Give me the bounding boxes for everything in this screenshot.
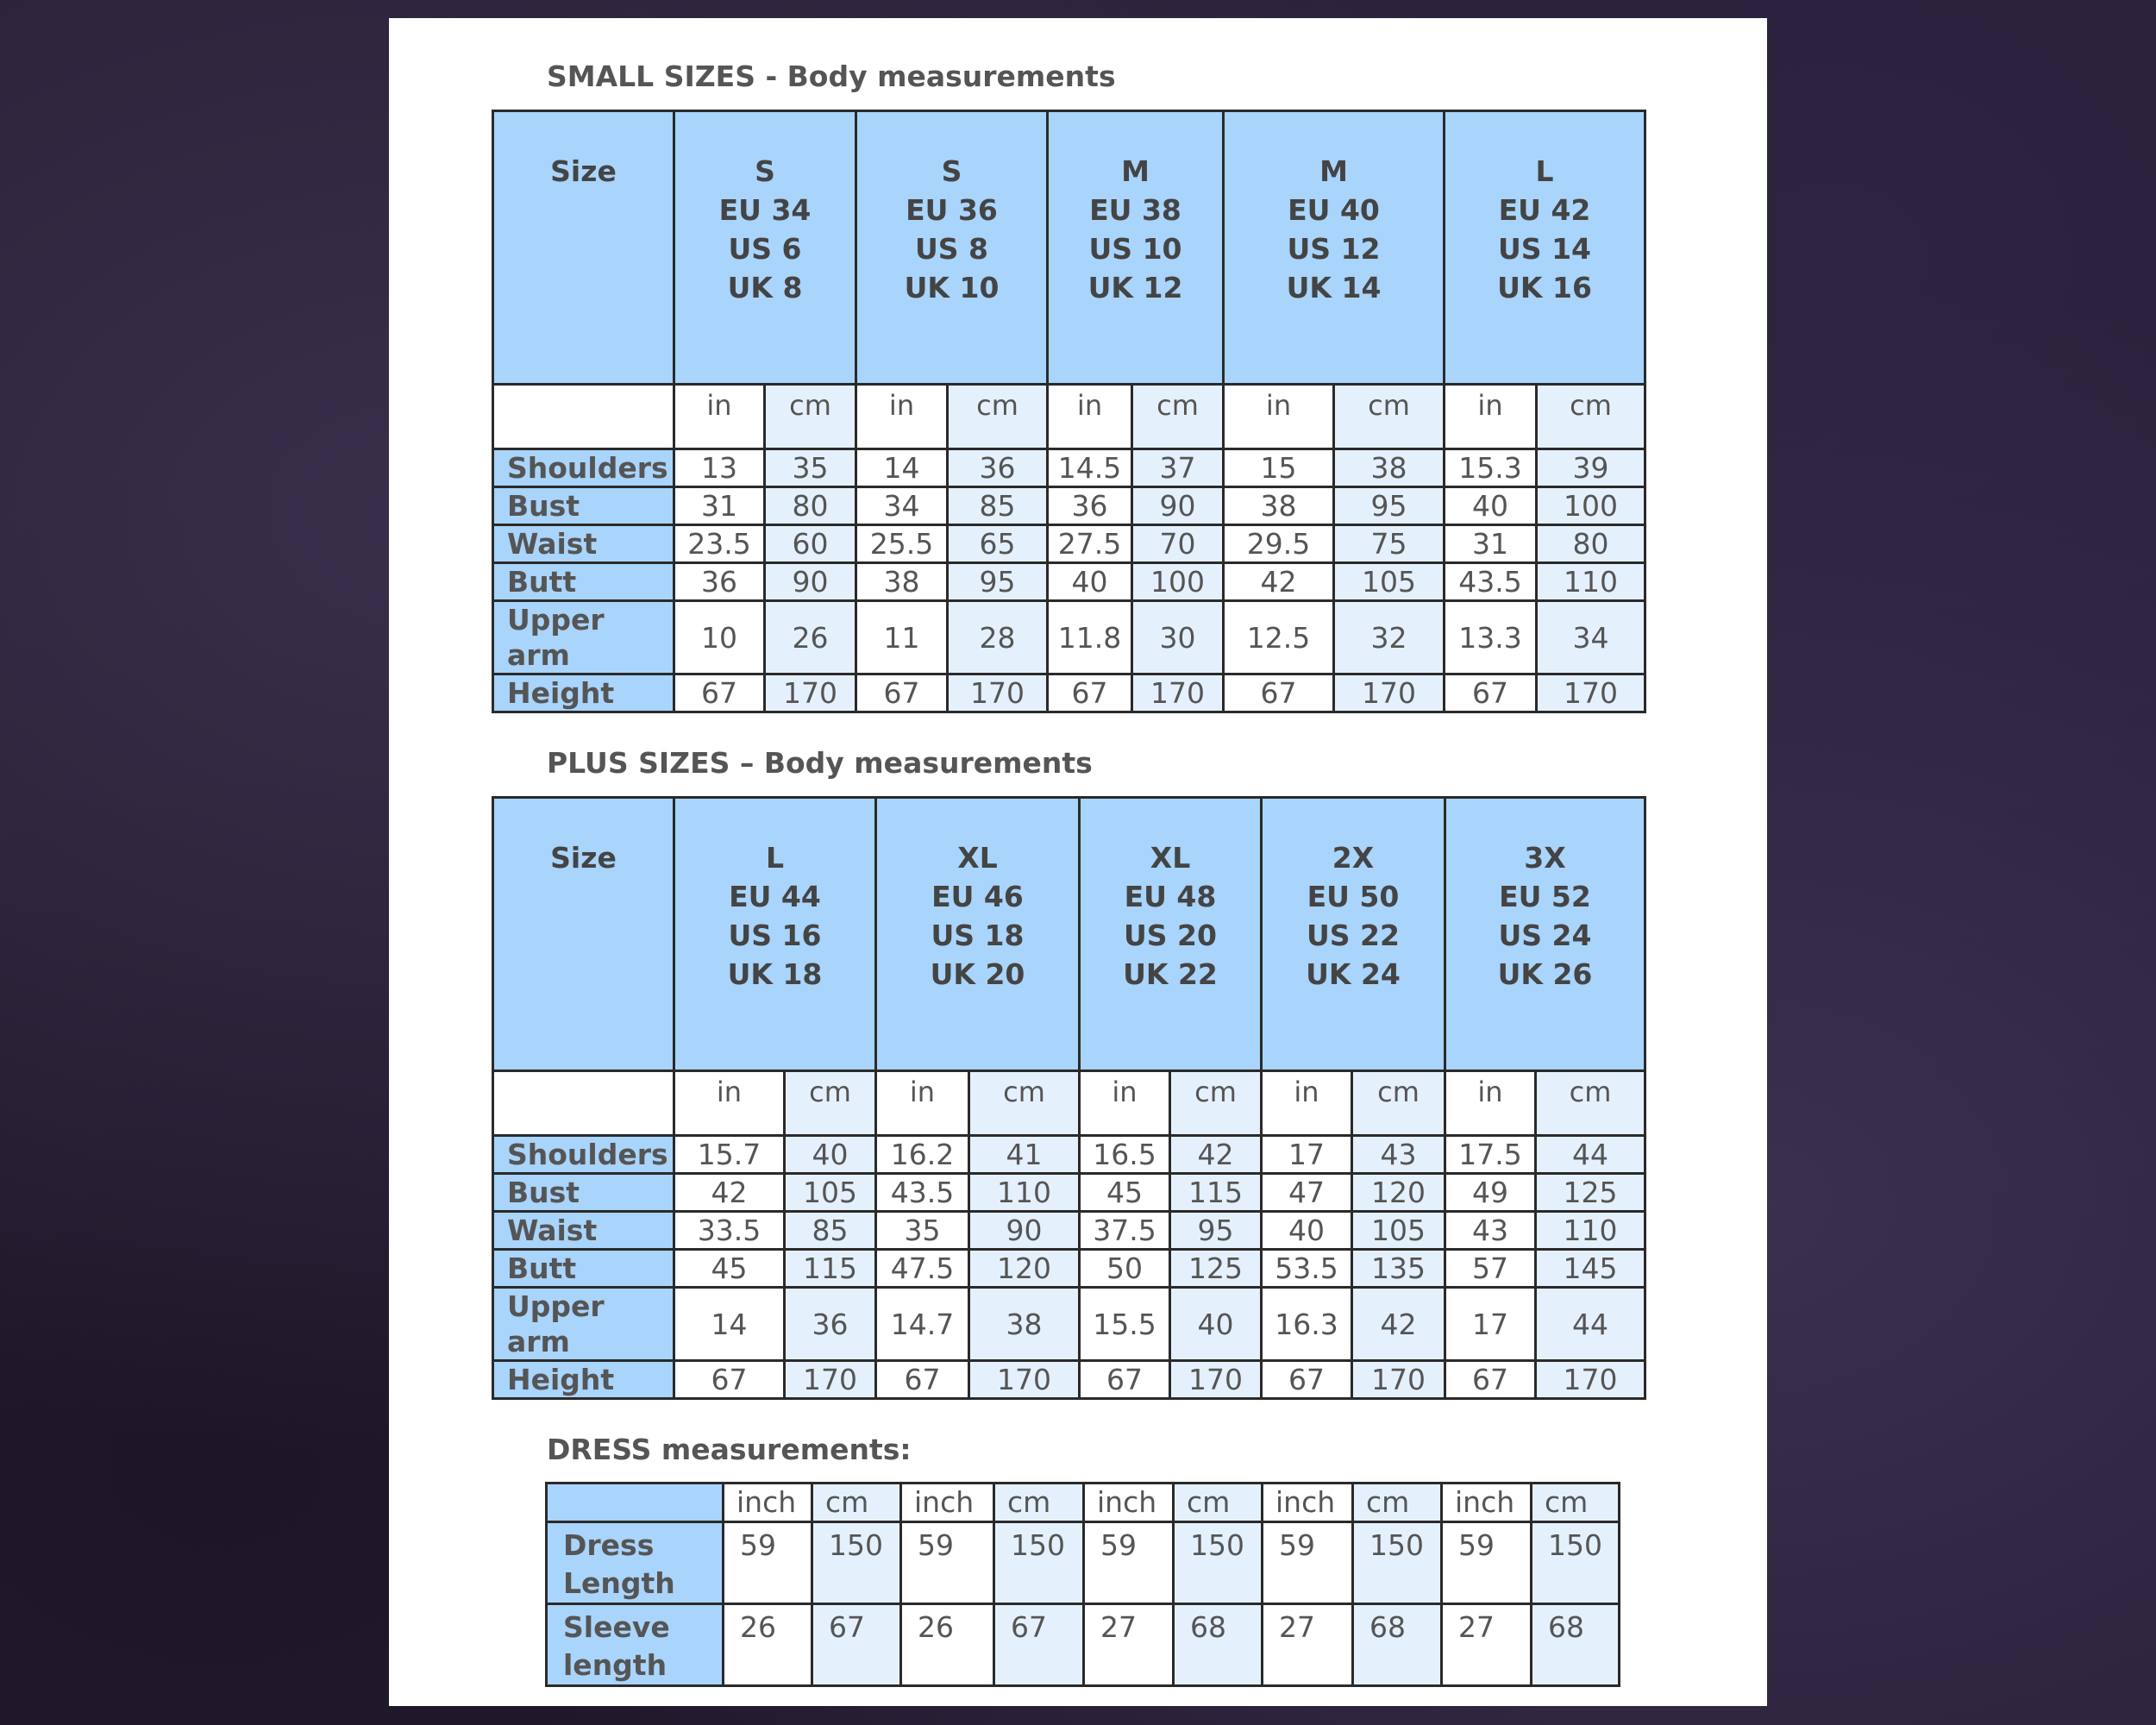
table-cell: 17.5 [1445,1136,1536,1174]
unit-in: in [856,385,948,449]
table-cell: 42 [1352,1288,1445,1361]
table-cell: 68 [1353,1604,1442,1686]
table-cell: 75 [1334,525,1445,563]
table-cell: 150 [1353,1522,1442,1604]
table-cell: 95 [948,563,1048,601]
table-cell: 170 [765,674,856,712]
table-cell: 13 [674,449,765,487]
unit-cm: cm [948,385,1048,449]
table-cell: 41 [969,1136,1080,1174]
table-cell: 43.5 [876,1174,969,1212]
table-row [547,1522,1620,1604]
table-row [547,1604,1620,1686]
table-cell: 67 [674,674,765,712]
table-row [493,1136,1645,1174]
table-row [493,1288,1645,1361]
table-cell: 100 [1537,487,1645,525]
table-cell: 145 [1536,1250,1645,1288]
table-cell: 60 [765,525,856,563]
table-cell: 37 [1132,449,1224,487]
plus-sizes-table [492,796,1646,1400]
table-cell: 150 [1174,1522,1263,1604]
unit-in: in [1048,385,1132,449]
table-cell: 67 [1262,1361,1352,1399]
size-column-header: M EU 38 US 10 UK 12 [1048,111,1224,385]
row-label: Bust [493,1174,674,1212]
table-cell: 170 [1334,674,1445,712]
small-sizes-title: SMALL SIZES - Body measurements [547,60,1116,93]
table-cell: 67 [674,1361,785,1399]
table-cell: 16.5 [1080,1136,1170,1174]
table-cell: 30 [1132,601,1224,674]
table-cell: 50 [1080,1250,1170,1288]
table-cell: 47.5 [876,1250,969,1288]
row-label: Butt [493,563,674,601]
row-label: Dress Length [547,1522,724,1604]
unit-row-blank [493,385,674,449]
table-cell: 36 [1048,487,1132,525]
table-cell: 11.8 [1048,601,1132,674]
table-cell: 29.5 [1224,525,1334,563]
row-label: Sleeve length [547,1604,724,1686]
table-cell: 40 [1262,1212,1352,1250]
table-cell: 34 [856,487,948,525]
table-cell: 80 [1537,525,1645,563]
table-cell: 57 [1445,1250,1536,1288]
unit-cm: cm [1532,1484,1620,1522]
unit-cm: cm [765,385,856,449]
size-column-header: S EU 36 US 8 UK 10 [856,111,1048,385]
table-cell: 53.5 [1262,1250,1352,1288]
table-row [493,1212,1645,1250]
table-cell: 36 [948,449,1048,487]
table-cell: 125 [1170,1250,1262,1288]
table-row [493,1250,1645,1288]
unit-cm: cm [969,1071,1080,1136]
table-cell: 14.7 [876,1288,969,1361]
unit-in: in [1262,1071,1352,1136]
unit-cm: cm [1132,385,1224,449]
unit-row [493,1071,1645,1136]
table-cell: 85 [948,487,1048,525]
table-cell: 40 [1048,563,1132,601]
table-cell: 95 [1170,1212,1262,1250]
unit-in: in [876,1071,969,1136]
table-cell: 25.5 [856,525,948,563]
table-cell: 28 [948,601,1048,674]
table-cell: 37.5 [1080,1212,1170,1250]
table-cell: 45 [1080,1174,1170,1212]
table-cell: 10 [674,601,765,674]
unit-cm: cm [1170,1071,1262,1136]
table-row [493,563,1645,601]
table-cell: 42 [1170,1136,1262,1174]
unit-inch: inch [1084,1484,1174,1522]
row-label: Shoulders [493,1136,674,1174]
unit-inch: inch [1263,1484,1353,1522]
size-column-header: L EU 42 US 14 UK 16 [1445,111,1645,385]
size-column-header: L EU 44 US 16 UK 18 [674,798,876,1071]
table-cell: 170 [1536,1361,1645,1399]
table-cell: 14 [674,1288,785,1361]
row-label: Upper arm [493,1288,674,1361]
table-row [493,449,1645,487]
size-column-header: 2X EU 50 US 22 UK 24 [1262,798,1445,1071]
table-cell: 68 [1174,1604,1263,1686]
table-cell: 13.3 [1445,601,1537,674]
table-cell: 43.5 [1445,563,1537,601]
dress-measurements-table [545,1482,1620,1687]
table-cell: 67 [1445,674,1537,712]
table-cell: 120 [1352,1174,1445,1212]
table-cell: 16.2 [876,1136,969,1174]
table-cell: 26 [901,1604,994,1686]
table-cell: 115 [1170,1174,1262,1212]
table-cell: 11 [856,601,948,674]
size-header-label: Size [493,111,674,385]
table-cell: 170 [785,1361,876,1399]
plus-sizes-title: PLUS SIZES – Body measurements [547,746,1093,780]
table-cell: 170 [1132,674,1224,712]
row-label: Bust [493,487,674,525]
row-label: Height [493,674,674,712]
table-cell: 70 [1132,525,1224,563]
unit-row-blank [547,1484,724,1522]
table-cell: 14.5 [1048,449,1132,487]
table-cell: 170 [1537,674,1645,712]
table-cell: 44 [1536,1288,1645,1361]
table-cell: 170 [969,1361,1080,1399]
size-chart-sheet [389,18,1767,1706]
table-cell: 23.5 [674,525,765,563]
table-cell: 15.3 [1445,449,1537,487]
table-cell: 43 [1445,1212,1536,1250]
table-cell: 27 [1442,1604,1532,1686]
table-cell: 125 [1536,1174,1645,1212]
table-cell: 31 [1445,525,1537,563]
unit-cm: cm [785,1071,876,1136]
table-cell: 110 [1537,563,1645,601]
table-cell: 80 [765,487,856,525]
table-cell: 15.7 [674,1136,785,1174]
table-cell: 47 [1262,1174,1352,1212]
table-cell: 110 [969,1174,1080,1212]
table-cell: 49 [1445,1174,1536,1212]
table-cell: 67 [1048,674,1132,712]
unit-in: in [1224,385,1334,449]
unit-row [493,385,1645,449]
table-cell: 85 [785,1212,876,1250]
size-header-row [493,111,1645,385]
table-cell: 38 [1334,449,1445,487]
table-cell: 105 [1352,1212,1445,1250]
unit-cm: cm [994,1484,1084,1522]
table-cell: 32 [1334,601,1445,674]
unit-cm: cm [1334,385,1445,449]
table-cell: 135 [1352,1250,1445,1288]
table-cell: 26 [765,601,856,674]
unit-in: in [1445,1071,1536,1136]
table-cell: 170 [948,674,1048,712]
size-column-header: S EU 34 US 6 UK 8 [674,111,856,385]
table-cell: 120 [969,1250,1080,1288]
table-cell: 59 [901,1522,994,1604]
table-cell: 67 [876,1361,969,1399]
table-row [493,487,1645,525]
table-cell: 59 [1442,1522,1532,1604]
table-cell: 150 [994,1522,1084,1604]
table-cell: 42 [1224,563,1334,601]
table-cell: 67 [1224,674,1334,712]
table-cell: 40 [1445,487,1537,525]
row-label: Waist [493,1212,674,1250]
row-label: Butt [493,1250,674,1288]
table-cell: 105 [785,1174,876,1212]
table-cell: 90 [969,1212,1080,1250]
table-cell: 68 [1532,1604,1620,1686]
unit-cm: cm [1536,1071,1645,1136]
table-cell: 59 [724,1522,812,1604]
table-cell: 59 [1084,1522,1174,1604]
unit-cm: cm [1353,1484,1442,1522]
size-column-header: 3X EU 52 US 24 UK 26 [1445,798,1645,1071]
table-cell: 15.5 [1080,1288,1170,1361]
table-cell: 150 [812,1522,901,1604]
unit-cm: cm [1174,1484,1263,1522]
table-cell: 150 [1532,1522,1620,1604]
row-label: Waist [493,525,674,563]
table-cell: 67 [856,674,948,712]
table-cell: 35 [876,1212,969,1250]
table-cell: 27 [1084,1604,1174,1686]
table-cell: 27 [1263,1604,1353,1686]
small-sizes-table [492,110,1646,713]
unit-cm: cm [1352,1071,1445,1136]
size-header-row [493,798,1645,1071]
table-cell: 17 [1445,1288,1536,1361]
size-header-label: Size [493,798,674,1071]
table-cell: 31 [674,487,765,525]
table-cell: 110 [1536,1212,1645,1250]
table-cell: 44 [1536,1136,1645,1174]
table-cell: 100 [1132,563,1224,601]
table-cell: 40 [785,1136,876,1174]
table-cell: 12.5 [1224,601,1334,674]
table-cell: 59 [1263,1522,1353,1604]
unit-in: in [674,1071,785,1136]
table-cell: 14 [856,449,948,487]
table-cell: 38 [969,1288,1080,1361]
dress-measurements-title: DRESS measurements: [547,1433,912,1466]
size-column-header: XL EU 48 US 20 UK 22 [1080,798,1262,1071]
table-cell: 67 [1080,1361,1170,1399]
table-cell: 39 [1537,449,1645,487]
table-cell: 67 [812,1604,901,1686]
table-cell: 67 [994,1604,1084,1686]
unit-in: in [674,385,765,449]
table-cell: 43 [1352,1136,1445,1174]
unit-inch: inch [724,1484,812,1522]
table-cell: 38 [1224,487,1334,525]
table-cell: 170 [1352,1361,1445,1399]
unit-in: in [1445,385,1537,449]
size-column-header: M EU 40 US 12 UK 14 [1224,111,1445,385]
unit-row [547,1484,1620,1522]
table-row [493,674,1645,712]
table-cell: 15 [1224,449,1334,487]
table-cell: 45 [674,1250,785,1288]
table-cell: 16.3 [1262,1288,1352,1361]
table-cell: 38 [856,563,948,601]
table-cell: 90 [1132,487,1224,525]
table-cell: 115 [785,1250,876,1288]
table-row [493,1174,1645,1212]
row-label: Height [493,1361,674,1399]
table-cell: 36 [674,563,765,601]
table-cell: 34 [1537,601,1645,674]
table-cell: 65 [948,525,1048,563]
table-cell: 35 [765,449,856,487]
table-cell: 36 [785,1288,876,1361]
unit-inch: inch [901,1484,994,1522]
unit-row-blank [493,1071,674,1136]
table-cell: 40 [1170,1288,1262,1361]
row-label: Shoulders [493,449,674,487]
table-cell: 17 [1262,1136,1352,1174]
table-cell: 33.5 [674,1212,785,1250]
row-label: Upper arm [493,601,674,674]
table-row [493,1361,1645,1399]
table-cell: 67 [1445,1361,1536,1399]
table-row [493,525,1645,563]
table-cell: 27.5 [1048,525,1132,563]
table-cell: 105 [1334,563,1445,601]
table-cell: 26 [724,1604,812,1686]
table-cell: 42 [674,1174,785,1212]
table-cell: 90 [765,563,856,601]
unit-cm: cm [812,1484,901,1522]
size-column-header: XL EU 46 US 18 UK 20 [876,798,1080,1071]
unit-inch: inch [1442,1484,1532,1522]
unit-cm: cm [1537,385,1645,449]
table-cell: 95 [1334,487,1445,525]
table-cell: 170 [1170,1361,1262,1399]
unit-in: in [1080,1071,1170,1136]
table-row [493,601,1645,674]
